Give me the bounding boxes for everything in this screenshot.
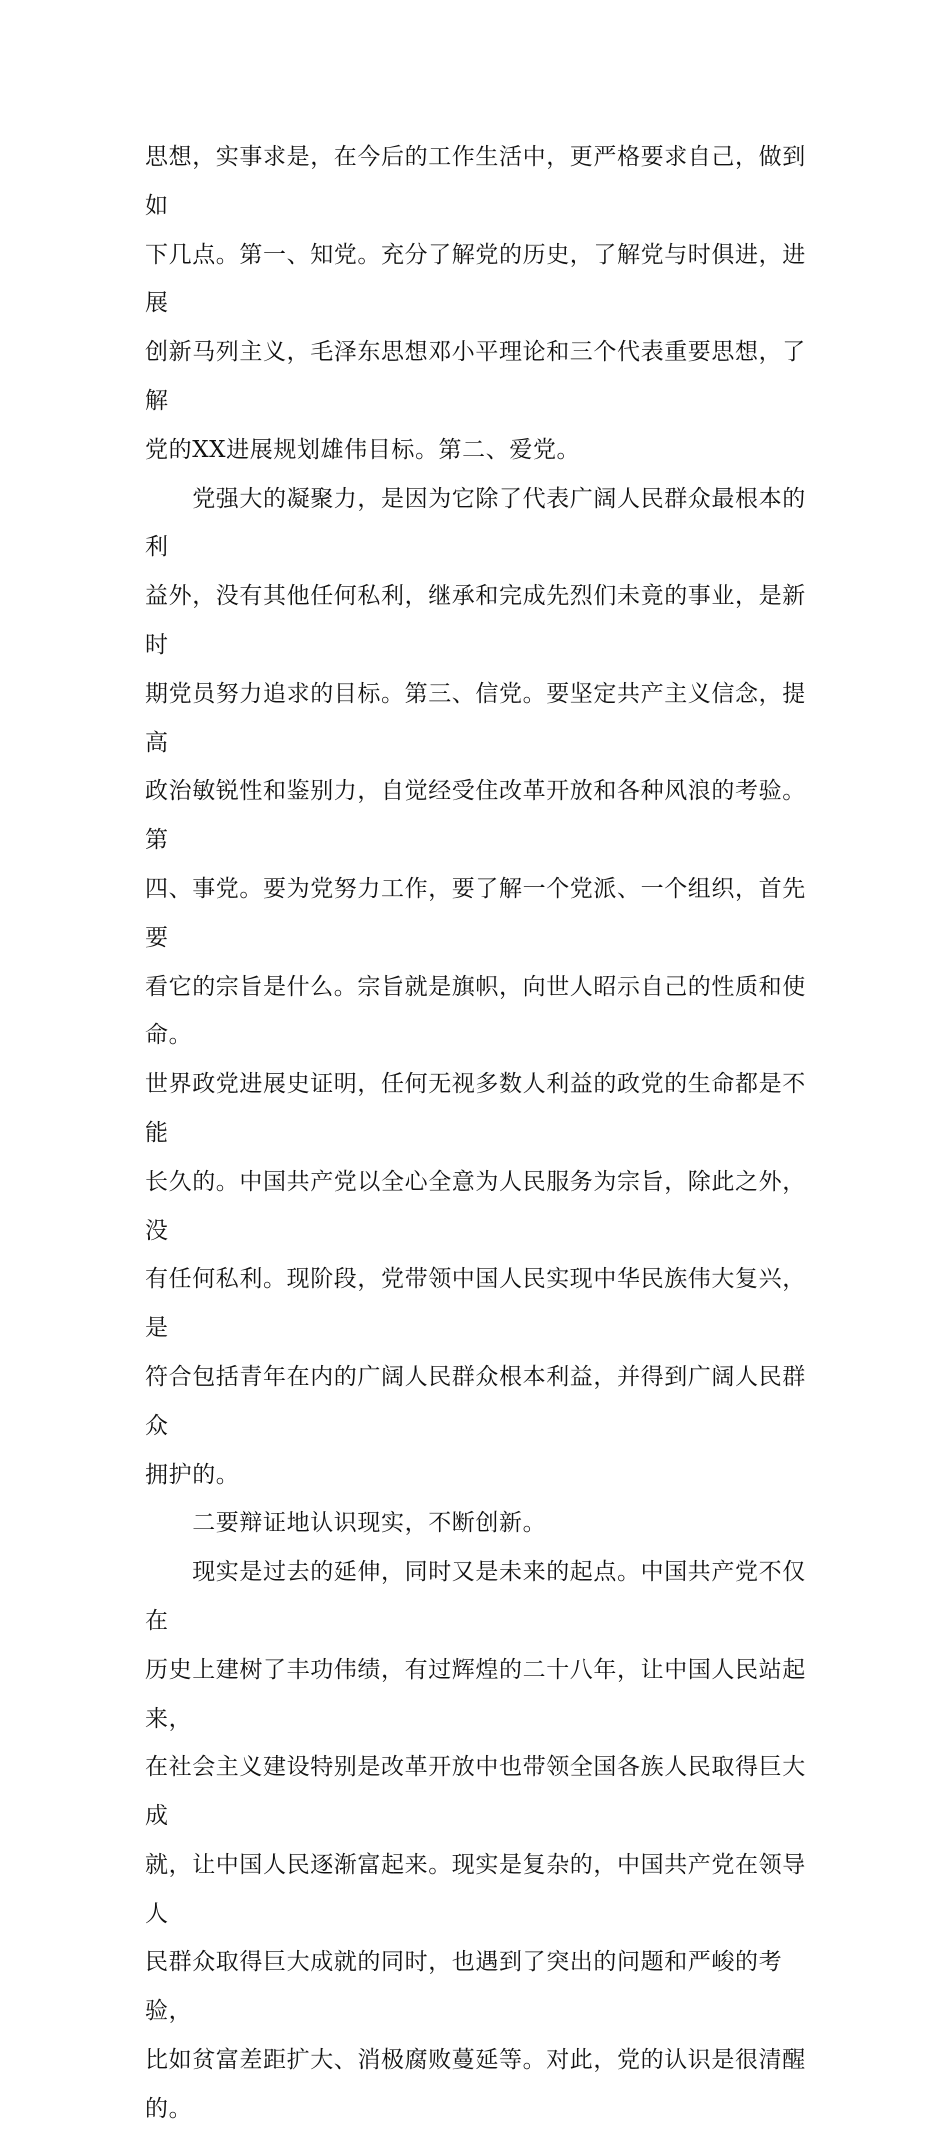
document-body: [145, 133, 813, 2134]
paragraph: 党强大的凝聚力，是因为它除了代表广阔人民群众最根本的利 益外，没有其他任何私利，继承和完成先烈们未竟的事业，是新时 期党员努力追求的目标。第三、信党。要坚定共产主义信念，提高 政治敏锐性和鉴别力，自觉经受住改革开放和各种风浪的考验。第 四、事党。要为党努力工作，要了解一个党派、一个组织，首先要 看它的宗旨是什么。宗旨就是旗帜，向世人昭示自己的性质和使命。 世界政党进展史证明，任何无视多数人利益的政党的生命都是不能 长久的。中国共产党以全心全意为人民服务为宗旨，除此之外，没 有任何私利。现阶段，党带领中国人民实现中华民族伟大复兴，是 符合包括青年在内的广阔人民群众根本利益，并得到广阔人民群众 拥护的。: [145, 485, 806, 1488]
paragraph: 二要辩证地认识现实，不断创新。: [145, 1510, 547, 1537]
paragraph: 现实是过去的延伸，同时又是未来的起点。中国共产党不仅在 历史上建树了丰功伟绩，有过辉煌的二十八年，让中国人民站起来， 在社会主义建设特别是改革开放中也带领全国各族人民取得巨大成 就，让中国人民逐渐富起来。现实是复杂的，中国共产党在领导人 民群众取得巨大成就的同时，也遇到了突出的问题和严峻的考验， 比如贫富差距扩大、消极腐败蔓延等。对此，党的认识是很清醒的。: [145, 1559, 806, 2122]
paragraph: 思想，实事求是，在今后的工作生活中，更严格要求自己，做到如 下几点。第一、知党。充分了解党的历史，了解党与时俱进，进展 创新马列主义，毛泽东思想邓小平理论和三个代表重要思想，了解 党的XX进展规划雄伟目标。第二、爱党。: [145, 144, 806, 463]
